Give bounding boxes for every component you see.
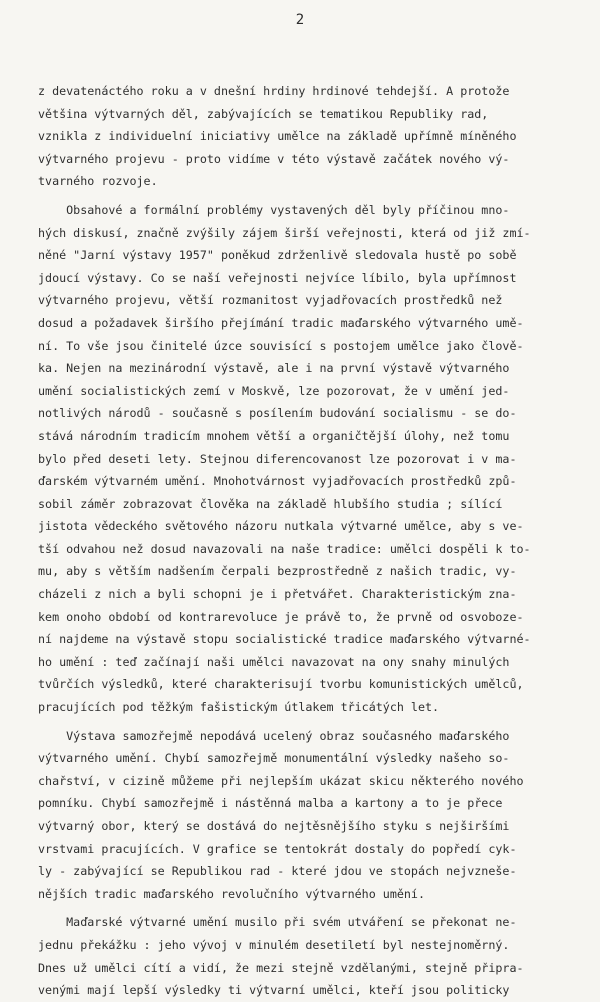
text-line: výtvarného projevu, větší rozmanitost vyjadřovacích prostředků než [38, 293, 503, 308]
text-line: stává národním tradicím mnohem větší a organičtější úlohy, než tomu [38, 428, 510, 443]
paragraph-1 [38, 80, 590, 193]
text-line: ho umění : teď začínají naši umělci navazovat na ony snahy minulých [38, 654, 510, 669]
text-line: Výstava samozřejmě nepodává ucelený obraz současného maďarského [38, 728, 510, 743]
text-line: tvůrčích výsledků, které charakterisují tvorbu komunistických umělců, [38, 677, 524, 692]
text-line: sobil záměr zobrazovat člověka na základě hlubšího studia ; sílící [38, 496, 503, 511]
text-line: notlivých národů - současně s posílením budování socialismu - se do- [38, 406, 517, 421]
paragraph-3 [38, 725, 590, 906]
text-line: venými mají lepší výsledky ti výtvarní umělci, kteří jsou politicky [38, 983, 510, 998]
text-line: jednu překážku : jeho vývoj v minulém desetiletí byl nestejnoměrný. [38, 937, 510, 952]
paragraph-4 [38, 911, 590, 1001]
text-line: kem onoho období od kontrarevoluce je právě to, že prvně od osvoboze- [38, 609, 524, 624]
text-line: tší odvahou než dosud navazovali na naše tradice: umělci dospěli k to- [38, 541, 531, 556]
text-line: vrstvami pracujících. V grafice se tentokrát dostaly do popředí cyk- [38, 841, 517, 856]
text-line: ní najdeme na výstavě stopu socialistické tradice maďarského výtvarné- [38, 632, 531, 647]
text-line: mu, aby s větším nadšením čerpali bezprostředně z našich tradic, vy- [38, 564, 517, 579]
text-line: bylo před deseti lety. Stejnou diferencovanost lze pozorovat i v ma- [38, 451, 517, 466]
text-line: většina výtvarných děl, zabývajících se tematikou Republiky rad, [38, 106, 489, 121]
text-line: výtvarného umění. Chybí samozřejmě monumentální výsledky našeho so- [38, 751, 510, 766]
text-line: dosud a požadavek širšího přejímání tradic maďarského výtvarného umě- [38, 315, 524, 330]
text-line: ďarském výtvarném umění. Mnohotvárnost vyjadřovacích prostředků způ- [38, 474, 517, 489]
text-line: jdoucí výstavy. Co se naší veřejnosti nejvíce líbilo, byla upřímnost [38, 270, 517, 285]
text-line: umění socialistických zemí v Moskvě, lze pozorovat, že v umění jed- [38, 383, 510, 398]
text-line: pomníku. Chybí samozřejmě i nástěnná malba a kartony a to je přece [38, 796, 503, 811]
text-line: chařství, v cizině můžeme při nejlepším ukázat skicu některého nového [38, 773, 524, 788]
text-line: nějších tradic maďarského revolučního výtvarného umění. [38, 886, 426, 901]
text-line: vznikla z individuelní iniciativy umělce na základě upřímně míněného [38, 129, 517, 144]
text-line: pracujících pod těžkým fašistickým útlakem třicátých let. [38, 700, 440, 715]
text-line: Dnes už umělci cítí a vidí, že mezi stejně vzdělanými, stejně připra- [38, 960, 524, 975]
text-line: výtvarný obor, který se dostává do nejtěsnějšího styku s nejširšími [38, 819, 510, 833]
text-line: cházeli z nich a byli schopni je i přetvářet. Charakteristickým zna- [38, 587, 517, 602]
text-line: ka. Nejen na mezinárodní výstavě, ale i na první výstavě výtvarného [38, 361, 510, 376]
text-line: hých diskusí, značně zvýšily zájem širší veřejnosti, která od již zmí- [38, 225, 531, 240]
text-line: Maďarské výtvarné umění musilo při svém utváření se překonat ne- [38, 915, 517, 930]
text-line: ly - zabývající se Republikou rad - které jdou ve stopách nejvzneše- [38, 864, 517, 879]
paragraph-2 [38, 199, 590, 719]
text-line: Obsahové a formální problémy vystavených děl byly příčinou mno- [38, 202, 510, 217]
text-line: jistota vědeckého světového názoru nutkala výtvarné umělce, aby s ve- [38, 519, 524, 534]
text-line: z devatenáctého roku a v dnešní hrdiny hrdinové tehdejší. A protože [38, 84, 510, 98]
text-line: výtvarného projevu - proto vidíme v této výstavě začátek nového vý- [38, 151, 510, 166]
text-line: ní. To vše jsou činitelé úzce souvisící s postojem umělce jako člově- [38, 338, 524, 353]
page-number: 2 [295, 12, 305, 28]
text-line: tvarného rozvoje. [38, 174, 158, 189]
body-text [38, 80, 590, 1002]
text-line: něné "Jarní výstavy 1957" poněkud zdrženlivě sledovala hustě po sobě [38, 248, 517, 263]
